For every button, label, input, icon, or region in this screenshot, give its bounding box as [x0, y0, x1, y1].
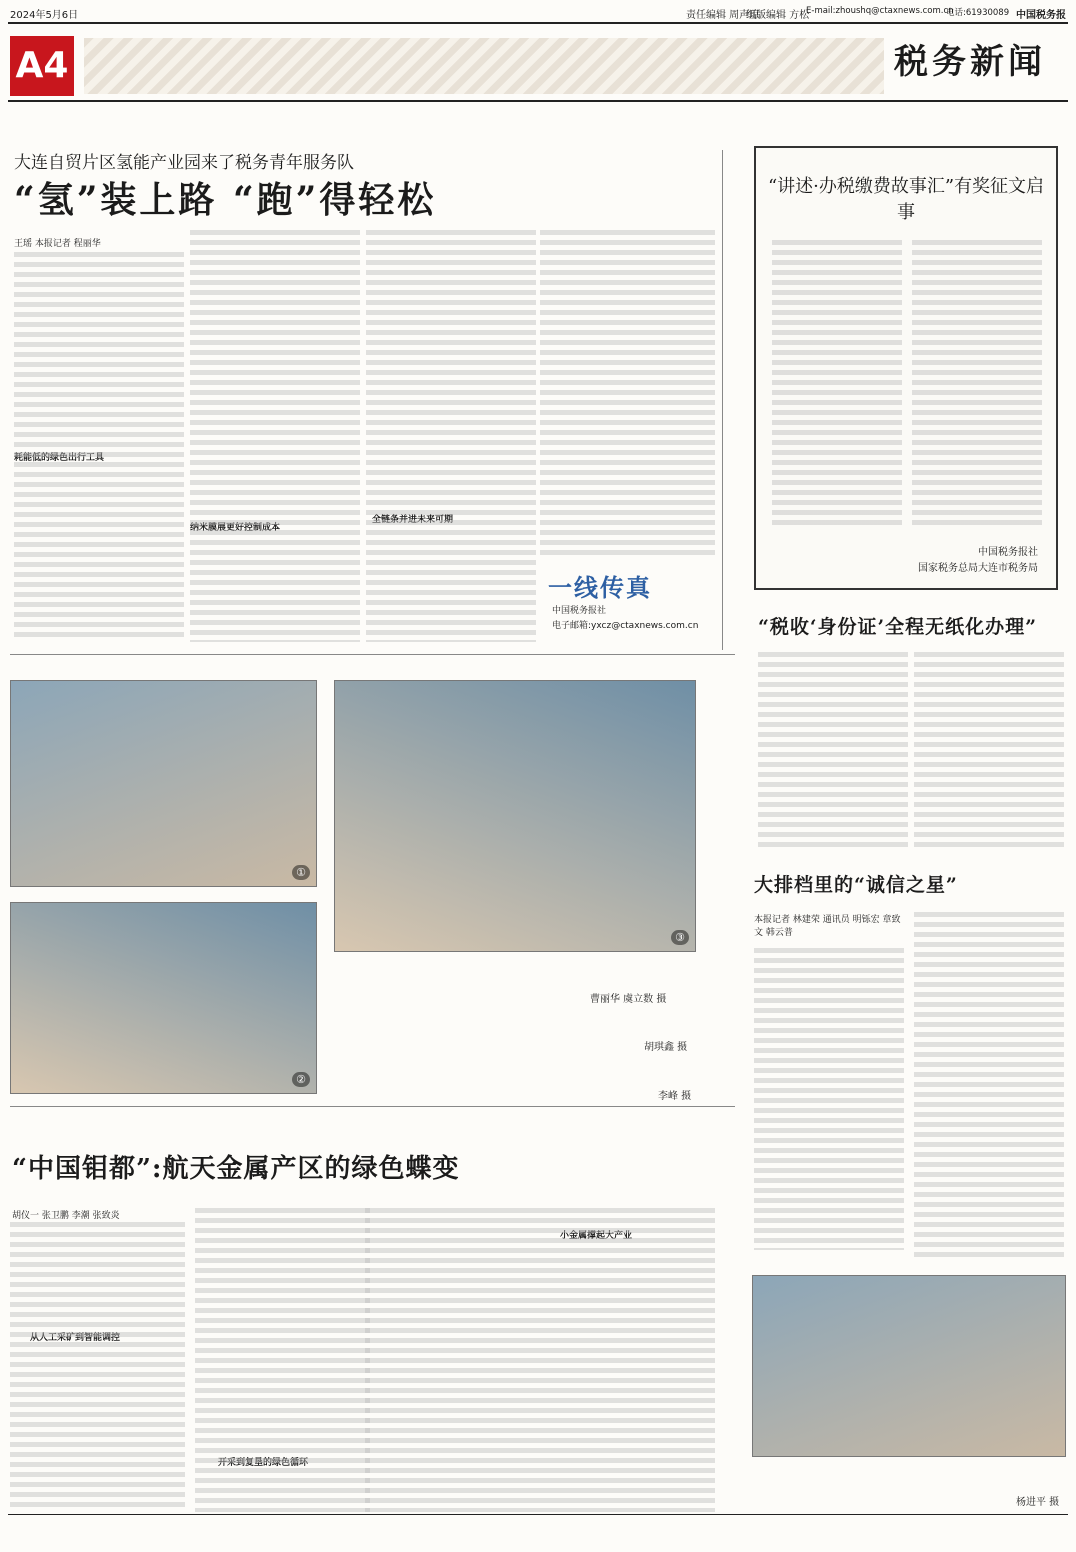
- article1-kicker: 大连自贸片区氢能产业园来了税务青年服务队: [14, 153, 354, 173]
- article4-body: [10, 1222, 715, 1512]
- photo-3: [334, 680, 696, 952]
- issue-date: 2024年5月6日: [10, 10, 79, 21]
- footer-rule: [8, 1514, 1068, 1515]
- article3-headline: 大排档里的“诚信之星”: [754, 874, 958, 896]
- frontline-title: 一线传真: [548, 573, 652, 602]
- top-rule: [8, 22, 1068, 24]
- article2-body: [758, 652, 1064, 850]
- photo-1-label: ①: [292, 865, 310, 880]
- editor-email: E-mail:zhoushq@ctaxnews.com.cn: [806, 6, 954, 16]
- photo-2-label: ②: [292, 1072, 310, 1087]
- photo-1: [10, 680, 317, 887]
- article4-subhead-3: 小金属撑起大产业: [560, 1231, 633, 1241]
- paper-name: 中国税务报: [1016, 10, 1066, 21]
- notice-body: [772, 240, 1042, 520]
- article1-subhead-3: 全链条并进未来可期: [372, 515, 454, 525]
- photo-3-label: ③: [671, 930, 689, 945]
- photos-top-rule: [10, 654, 735, 655]
- page-number-badge: A4: [10, 36, 74, 96]
- photos-bottom-rule: [10, 1106, 735, 1107]
- article3-body: [754, 948, 1064, 1258]
- article1-byline: 王瑶 本报记者 程丽华: [14, 239, 101, 249]
- frontline-contact: 电子邮箱:yxcz@ctaxnews.com.cn: [552, 621, 699, 631]
- notice-signature-2: 国家税务总局大连市税务局: [918, 563, 1038, 574]
- notice-signature-1: 中国税务报社: [978, 547, 1038, 558]
- credit-1: 曹丽华 虞立数 摄: [590, 994, 667, 1005]
- editor-credit: 责任编辑 周声琼: [686, 10, 760, 21]
- article4-byline: 胡仪一 张卫鹏 李潮 张致炎: [12, 1211, 120, 1221]
- notice-box: [754, 146, 1058, 590]
- article4-subhead-1: 从人工采矿到智能调控: [30, 1333, 121, 1343]
- article3-byline: 本报记者 林建荣 通讯员 明铄宏 章致文 韩云普: [754, 915, 901, 938]
- column-divider: [722, 150, 723, 650]
- frontline-unit: 中国税务报社: [552, 606, 607, 616]
- article4-headline: “中国钼都”:航天金属产区的绿色蝶变: [12, 1154, 460, 1184]
- masthead-banner: [84, 38, 884, 94]
- photo-4-credit: 杨进平 摄: [1016, 1497, 1060, 1508]
- article1-headline: “氢”装上路 “跑”得轻松: [14, 179, 437, 221]
- layout-credit: 组版编辑 方松: [746, 10, 810, 21]
- article1-subhead-1: 耗能低的绿色出行工具: [14, 453, 105, 463]
- credit-2: 胡琪鑫 摄: [644, 1042, 688, 1053]
- photo-2: [10, 902, 317, 1094]
- section-title: 税务新闻: [894, 42, 1046, 82]
- masthead-rule: [8, 100, 1068, 102]
- article2-headline: “税收‘身份证’全程无纸化办理”: [758, 616, 1038, 638]
- notice-title: “讲述·办税缴费故事汇”有奖征文启事: [767, 176, 1045, 223]
- credit-3: 李峰 摄: [658, 1091, 692, 1102]
- article4-subhead-2: 开采到复垦的绿色循环: [218, 1458, 309, 1468]
- photo-4: [752, 1275, 1066, 1457]
- article1-subhead-2: 纳米膜展更好控制成本: [190, 523, 281, 533]
- editor-phone: 电话:61930089: [946, 8, 1010, 18]
